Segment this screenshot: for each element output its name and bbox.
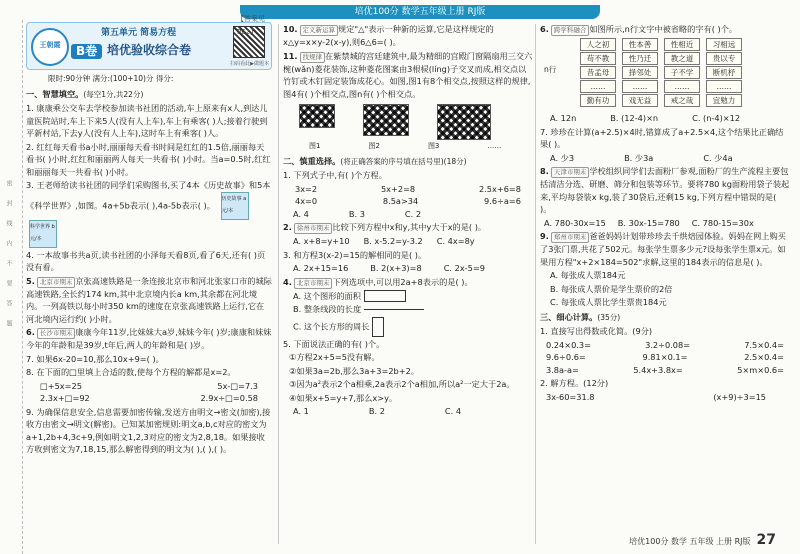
equation-row [26,392,272,405]
statement: ①方程2x+5=5没有解。 [289,352,380,362]
option [283,303,533,316]
source-tag: 长沙市期末 [37,328,76,339]
question-text: 爸爸妈妈计划带珍珍去千烘焙园体验。妈妈在网上购买了3张门票,共花了502元。每张学生票多少元?设每张学生票x元。如果用方程"x+2×184=502"求解,这里的184表示的信息是( )。 [540,231,786,267]
column-left [26,15,272,457]
lattice-figures [283,104,533,140]
lattice-figure [437,104,491,140]
equation-row [283,195,533,208]
grid-cell: …… [706,80,742,93]
option: A. x+8=y+10 [293,236,350,246]
calc-item: 9.6÷0.6= [546,352,586,362]
calc-item: 5.4x+3.8x= [633,364,683,375]
question: 5. 北京市期末 京张高速铁路是一条连接北京市和河北张家口市的城际高速铁路,全长约174 km,其中北京境内长a km,其余都在河北境内。一列高铁以每小时350 km的速度在京张高速铁路上运行,它在河北境内运行约( )小时。 [26,275,272,324]
grid-cell: 戏无益 [622,94,658,107]
answer-options [283,235,533,248]
option: C. 2 [404,208,422,219]
equation: 3x=2 [295,183,318,194]
option: B. 少3a [624,152,654,163]
option: B. 2 [368,406,385,416]
statement: ③因为a²表示2个a相乘,2a表示2个a相加,所以a²一定大于2a。 [289,379,515,389]
equation: 2.5x+6=8 [478,183,521,194]
option: C. 2x-5=9 [443,263,485,273]
equation-row [26,380,272,393]
section-title: 二、慎重选择。 [283,155,341,166]
question: 9. 为确保信息安全,信息需要加密传输,发送方由明文→密文(加密),接收方由密文→明文(解密)。已知某加密规则:明文a,b,c对应的密文为a+1,2b+4,3c+9,例如明文1,2,3对应的密文为2,8,18。如果接收方收到密文为7,18,15,那么解密得到的明文为( ),( ),( )。 [26,406,271,454]
question: 7. 珍珍在计算(a+2.5)×4时,错算成了a+2.5×4,这个结果比正确结果( )。 [540,126,784,149]
question: 4. 北京市期末 下列选项中,可以用2a+8表示的是( )。 [283,276,473,287]
source-tag: 天津市期末 [551,167,590,178]
section-heading [283,155,533,169]
question: 6. 跨学科融合 如图所示,n行文字中被省略的字有( )个。 [540,24,738,34]
question: 1. 康康乘公交车去学校参加读书社团的活动,车上原来有x人,到达儿童医院站时,车上下来5人(没有人上车),车上有乘客( )人;接着行驶到平新村站,下去y人(没有人上车),这时车上有乘客( )人。 [26,103,268,138]
worksheet-header [26,15,272,70]
calc-row [540,391,790,404]
figure-rectangle [372,317,384,337]
gutter-char: 不 [5,260,12,266]
option-text: B. 整条线段的长度 [293,304,362,314]
section-title: 三、细心计算。 [540,311,598,322]
page-footer [629,532,776,548]
grid-cell: 子不学 [664,66,700,79]
book-image: 历史故事 a元/本 [221,192,249,220]
grid-cell: …… [664,80,700,93]
unit-title: 第五单元 简易方程 [101,28,177,38]
answer-options [540,217,790,230]
section-note: (每空1分,共22分) [83,89,144,99]
option: A. 每张成人票184元 [550,270,626,280]
question-text: 在紫禁城的宫廷建筑中,最为精细的宫殿门窗隔扇用三交六椀(wǎn)菱花装饰,这种菱花图案由3根棂(líng)子交叉而成,相交点以竹钉或木钉固定装饰成花心。如图,图1有8个相交点,按照这样的规律,图4有( )个相交点,图n有( )个相交点。 [283,50,533,99]
option: C. 少4a [703,152,733,163]
gutter-char: 内 [5,240,12,246]
grid-cell: 性本善 [622,38,658,51]
gutter-char: 要 [5,280,12,286]
calc-item: 3.2÷0.08= [645,339,691,350]
top-banner: 培优100分 数学五年级上册 RJ版 [240,5,600,19]
qr-caption: 扫码看此▶做题本 [230,61,269,67]
source-tag: 北京市期末 [37,277,76,288]
option: B. 3 [348,208,365,219]
grid-cell: 戒之哉 [664,94,700,107]
grid-cell: 断机杼 [706,66,742,79]
grid-row-label: n行 [544,65,557,74]
source-tag: 找规律 [300,52,326,63]
calc-item: 3.8a-a= [546,364,579,375]
gutter-char: 封 [5,200,12,206]
figure-rectangle [364,290,406,302]
grid-cell: …… [580,80,616,93]
equation: (x+9)÷3=15 [713,391,766,402]
equation: 4x=0 [295,196,318,206]
option: C. 4x=8y [436,236,475,246]
equation: 2.9x÷□=0.58 [200,393,258,403]
source-tag: 定义新运算 [300,25,339,36]
question: 1. 下列式子中,有( )个方程。 [283,170,387,180]
equation-row [283,183,533,196]
poem-grid [540,38,790,110]
question-text: 比较下列方程中x和y,其中y大于x的是( )。 [332,222,487,232]
lattice-figure [299,104,335,128]
figure-label: …… [487,142,502,150]
footer-text: 培优100分 数学 五年级 上册 RJ版 [629,537,751,546]
equation: □+5x=25 [40,380,82,391]
equation: 3x-60=31.8 [546,391,595,402]
grid-cell: 择邻处 [622,66,658,79]
calc-row [540,364,790,377]
grid-cell: 性乃迁 [622,52,658,65]
question-text: 规定"△"表示一种新的运算,它是这样规定的x△y=x×y-2(x-y),则6△6=( )。 [283,24,494,47]
question: 11. 找规律 在紫禁城的宫廷建筑中,最为精细的宫殿门窗隔扇用三交六椀(wǎn)菱花装饰,这种菱花图案由3根棂(líng)子交叉而成,相交点以竹钉或木钉固定装饰成花心。如图,图1有8个相交点,按照这样的规律,图4有( )个相交点,图n有( )个相交点。 [283,50,533,99]
grid-cell: 勤有功 [580,94,616,107]
question: 9. 郑州市期末 爸爸妈妈计划带珍珍去千烘焙园体验。妈妈在网上购买了3张门票,共花了502元。每张学生票多少元?设每张学生票x元。如果用方程"x+2×184=502"求解,这里的184表示的信息是( )。 [540,231,786,267]
source-tag: 北京市期末 [294,278,333,289]
lattice-figure [363,104,409,136]
answer-options [283,262,533,275]
answer-options [540,112,790,125]
grid-cell: 苟不教 [580,52,616,65]
gutter-char: 答 [5,300,12,306]
question-text: 京张高速铁路是一条连接北京市和河北张家口市的城际高速铁路,全长约174 km,其中北京境内长a km,其余都在河北境内。一列高铁以每小时350 km的速度在京张高速铁路上运行,它在河北境内运行约( )小时。 [26,275,272,324]
question: 5. 下面说法正确的有( )个。 [283,338,385,349]
equation: 5x-□=7.3 [217,380,258,391]
section-note: (35分) [597,312,621,322]
equation: 5x+2=8 [380,183,416,194]
option: B. 每张成人票价是学生票价的2倍 [550,283,673,294]
answer-options [283,208,533,221]
option: B. x-5.2=y-3.2 [363,236,423,246]
equation: 9.6÷a=6 [484,196,521,206]
grid-cell: 性相近 [664,38,700,51]
question: 1. 直接写出得数或化简。(9分) [540,326,653,336]
section-heading [540,311,790,325]
equation: 8.5a>34 [382,196,419,206]
publisher-logo: 王朝霞 [31,28,69,66]
grid-cell: 昔孟母 [580,66,616,79]
option: C. 780-15=30x [691,217,754,228]
paper-title: 培优验收综合卷 [107,43,192,57]
figure-label: 图3 [427,142,440,150]
time-limit: 限时:90分钟 满分:(100+10)分 得分: [48,74,174,83]
calc-item: 9.81×0.1= [642,352,688,362]
source-tag: 徐州市期末 [294,223,333,234]
source-tag: 郑州市期末 [551,232,590,243]
option [283,317,533,337]
grid-cell: 教之道 [664,52,700,65]
option: C. (n-4)×12 [692,113,741,123]
answer-options [283,405,533,418]
figure-label: 图2 [368,142,380,150]
section-heading [26,88,272,102]
question-text: 3. 王老师给读书社团的同学们采购图书,买了4本《历史故事》和5本《科学世界》,如图。4a+5b表示( ),4a-5b表示( )。 [26,180,271,210]
option: C. 每张成人票比学生票贵184元 [550,297,667,307]
gutter-char: 密 [5,180,12,186]
gutter-char: 题 [5,320,12,326]
binding-gutter [0,20,23,554]
option: A. 1 [293,406,309,416]
calc-row [540,339,790,352]
option: A. 2x+15=16 [293,263,349,273]
grid-cell: 贵以专 [706,52,742,65]
option: B. 2(x+3)=8 [370,263,422,273]
option [283,290,533,303]
equation: 2.3x+□=92 [40,393,90,403]
question: 2. 解方程。(12分) [540,378,609,388]
question-text: 下列选项中,可以用2a+8表示的是( )。 [332,276,473,287]
grid-cell: 宜勉力 [706,94,742,107]
option: B. 30x-15=780 [617,217,680,228]
column-divider [278,24,279,544]
question: 8. 在下面的□里填上合适的数,使每个方程的解都是x=2。 [26,367,236,377]
option: C. 4 [444,406,462,416]
section-note: (将正确答案的序号填在括号里)(18分) [340,156,467,166]
book-image: 科学世界 b元/本 [29,220,57,248]
paper-badge: B卷 [71,44,102,59]
option: B. (12-4)×n [610,113,659,123]
question: 2. 徐州市期末 比较下列方程中x和y,其中y大于x的是( )。 [283,222,487,232]
question-text: 如图所示,n行文字中被省略的字有( )个。 [589,24,738,34]
question: 3. 和方程3(x-2)=15的解相同的是( )。 [283,249,427,260]
gutter-char: 线 [5,220,12,226]
answer-options [540,152,790,165]
statement: ④如果x+5=y+7,那么x>y。 [289,392,398,403]
question: 10. 定义新运算 规定"△"表示一种新的运算,它是这样规定的x△y=x×y-2(x-y),则6△6=( )。 [283,24,494,47]
question: 7. 如果6x-20=10,那么10x+9=( )。 [26,353,164,364]
source-tag: 跨学科融合 [551,25,590,36]
calc-item: 0.24×0.3= [546,339,591,350]
grid-cell: …… [622,80,658,93]
question: 2. 红红每天看书a小时,丽丽每天看书时间是红红的1.5倍,丽丽每天看书( )小时,红红和丽丽两人每天一共看书( )小时。当a=0.5时,红红和丽丽每天一共看书( )小时。 [26,141,271,177]
question: 6. 长沙市期末 康康今年11岁,比妹妹大a岁,妹妹今年( )岁;康康和妹妹今年的年龄和是39岁,t年后,两人的年龄和是( )岁。 [26,327,272,350]
page-number: 27 [756,532,776,548]
option: A. 780-30x=15 [544,217,606,228]
question: 4. 一本故事书共a页,读书社团的小泽每天看8页,看了6天,还有( )页没有看。 [26,249,266,272]
calc-item: 7.5×0.4= [744,339,784,350]
question-text: 学校组织同学们去面粉厂参观,面粉厂的生产流程主要包括清洁分选、研磨、筛分和包装等环节。要将780 kg面粉用袋子装起来,平均每袋装x kg,装了30袋后,还剩15 kg,下列方程中错误的是( )。 [540,166,790,214]
figure-segment [364,309,424,310]
calc-row [540,351,790,364]
column-divider [535,24,536,544]
statement: ②如果3a=2b,那么3a+3=2b+2。 [289,365,420,376]
calc-item: 5×m×0.6= [737,364,784,375]
question-text: 康康今年11岁,比妹妹大a岁,妹妹今年( )岁;康康和妹妹今年的年龄和是39岁,t年后,两人的年龄和是( )岁。 [26,327,272,350]
answer-reference: 【答案见P62】 [237,15,265,36]
option-text: A. 这个图形的面积 [293,290,361,301]
question [26,179,272,248]
section-title: 一、智慧填空。 [26,88,84,99]
option: A. 少3 [550,152,575,163]
option: A. 12n [550,113,577,123]
column-middle [283,22,533,418]
figure-labels [283,140,533,153]
option: A. 4 [293,208,309,219]
column-right [540,22,790,403]
calc-item: 2.5×0.4= [744,352,784,362]
figure-label: 图1 [309,142,321,150]
grid-cell: 习相远 [706,38,742,51]
question: 8. 天津市期末 学校组织同学们去面粉厂参观,面粉厂的生产流程主要包括清洁分选、研磨、筛分和包装等环节。要将780 kg面粉用袋子装起来,平均每袋装x kg,装了30袋后,还剩15 kg,下列方程中错误的是( )。 [540,166,790,214]
grid-cell: 人之初 [580,38,616,51]
option-text: C. 这个长方形的周长 [293,321,370,331]
